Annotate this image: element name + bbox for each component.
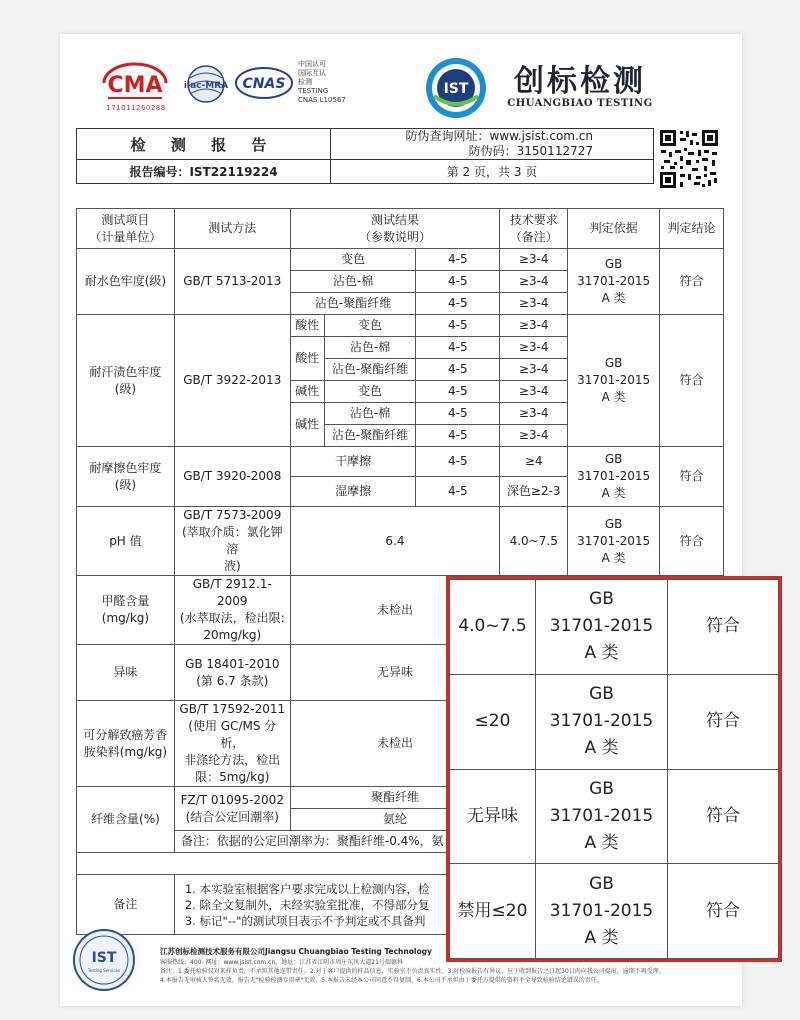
zoom-req-cell: 禁用≤20 xyxy=(450,864,536,959)
zoom-req-cell: 4.0~7.5 xyxy=(450,580,536,675)
zoom-conclusion-cell: 符合 xyxy=(668,769,779,864)
param-cell: 沾色-棉 xyxy=(290,271,416,293)
footer-note-line: 4.本报告无审核人签名无效，报告无"检验检测专用章"无效。5.本报告未经本公司同意不得复制。6.本公司不承担由于委托方提供的资料不全导致检验结论错误的责任。 xyxy=(160,977,603,984)
zoom-row xyxy=(450,580,779,675)
zoom-conclusion-cell: 符合 xyxy=(668,864,779,959)
conclusion-cell: 符合 xyxy=(660,507,724,576)
value-cell: 4-5 xyxy=(416,359,500,381)
value-cell: 4-5 xyxy=(416,337,500,359)
value-cell: 4-5 xyxy=(416,425,500,447)
ilac-mra-logo xyxy=(180,64,232,104)
footer-company: 江苏创标检测技术服务有限公司Jiangsu Chuangbiao Testing Technology xyxy=(160,947,432,956)
value-cell: 4-5 xyxy=(416,293,500,315)
param-cell: 变色 xyxy=(290,249,416,271)
cma-number: 171011260288 xyxy=(106,104,166,112)
basis-cell: GB 31701-2015 A 类 xyxy=(568,447,660,507)
fiber-name-cell: 聚酯纤维 xyxy=(290,787,500,809)
report-number: 报告编号：IST22119224 xyxy=(77,160,331,184)
param-cell: 沾色-棉 xyxy=(324,337,416,359)
param-cell: 干摩擦 xyxy=(290,447,416,477)
fiber-name-cell: 氨纶 xyxy=(290,809,500,831)
qr-code-icon[interactable] xyxy=(658,128,720,190)
zoom-conclusion-cell: 符合 xyxy=(668,580,779,675)
param-cell: 变色 xyxy=(324,315,416,337)
stamp-subtext: Testing Services xyxy=(87,968,121,973)
anti-fake-code: 防伪码：3150112727 xyxy=(468,144,593,158)
method-ph: GB/T 7573-2009 (萃取介质：氯化钾溶 液) xyxy=(174,507,290,576)
value-cell: 4-5 xyxy=(416,447,500,477)
method-rub-fastness: GB/T 3920-2008 xyxy=(174,447,290,507)
cnas-note-line: 中国认可 xyxy=(298,60,326,68)
header-item: 测试项目 （计量单位） xyxy=(77,209,175,249)
method-sweat-fastness: GB/T 3922-2013 xyxy=(174,315,290,447)
remarks-line: 2. 除全文复制外，未经实验室批准，不得部分复 xyxy=(184,897,430,912)
value-cell: 4-5 xyxy=(416,403,500,425)
brand-name-cn: 创标检测 xyxy=(514,64,646,99)
zoom-basis-cell: GB 31701-2015 A 类 xyxy=(536,769,668,864)
zoom-callout xyxy=(446,576,782,962)
cnas-logo-text: CNAS xyxy=(242,76,286,92)
param-cell: 沾色-聚酯纤维 xyxy=(324,359,416,381)
param-cell: 沾色-聚酯纤维 xyxy=(324,425,416,447)
method-water-fastness: GB/T 5713-2013 xyxy=(174,249,290,315)
footer-notes xyxy=(160,967,740,985)
item-odor: 异味 xyxy=(77,645,175,701)
item-ph: pH 值 xyxy=(77,507,175,576)
cma-logo-text: CMA xyxy=(107,73,163,98)
alkali-label: 碱性 xyxy=(290,403,324,447)
table-row xyxy=(77,315,724,337)
method-azo-dyes: GB/T 17592-2011 (使用 GC/MS 分析， 非涤纶方法，检出 限：5mg/kg) xyxy=(174,701,290,787)
method-fiber-content: FZ/T 01095-2002 (结合公定回潮率) xyxy=(174,787,290,831)
header-basis: 判定依据 xyxy=(568,209,660,249)
zoom-basis-cell: GB 31701-2015 A 类 xyxy=(536,864,668,959)
table-header-row xyxy=(77,209,724,249)
zoom-req-cell: 无异味 xyxy=(450,769,536,864)
req-cell: ≥3-4 xyxy=(500,403,568,425)
value-cell: 4-5 xyxy=(416,249,500,271)
req-cell: ≥3-4 xyxy=(500,359,568,381)
req-cell: ≥3-4 xyxy=(500,425,568,447)
zoom-basis-cell: GB 31701-2015 A 类 xyxy=(536,580,668,675)
ilac-mra-text: ilac-MRA xyxy=(183,81,229,91)
cma-logo xyxy=(100,62,170,104)
header-conclusion: 判定结论 xyxy=(660,209,724,249)
value-cell: 4-5 xyxy=(416,315,500,337)
zoom-row xyxy=(450,769,779,864)
value-cell: 4-5 xyxy=(416,381,500,403)
footer-address: 客服热线：400- 网址：www.jsist.com.cn，地址：江苏省江阴市周庄东风大道21号瑞德科 xyxy=(160,959,403,966)
ist-logo-text: IST xyxy=(443,81,469,97)
basis-cell: GB 31701-2015 A 类 xyxy=(568,315,660,447)
value-cell: 4-5 xyxy=(416,477,500,507)
header-method: 测试方法 xyxy=(174,209,290,249)
table-row xyxy=(77,507,724,576)
zoom-basis-cell: GB 31701-2015 A 类 xyxy=(536,674,668,769)
item-azo-dyes: 可分解致癌芳香 胺染料(mg/kg) xyxy=(77,701,175,787)
method-odor: GB 18401-2010 (第 6.7 条款) xyxy=(174,645,290,701)
footer-note-line: 备注：1.委托检验仅对来样负责，不承担其他连带责任。2.对于客户提供的样品信息，实验室不负责真实性。3.对检验报告有异议，应于收到报告之日起30日内向我公司提出，逾期不再受理。 xyxy=(160,968,665,975)
cnas-accreditation-note xyxy=(298,60,368,105)
fiber-note: 备注：依据的公定回潮率为：聚酯纤维-0.4%，氨 xyxy=(174,831,723,853)
report-info-table xyxy=(76,128,654,184)
header-requirement: 技术要求 （备注） xyxy=(500,209,568,249)
req-cell: 4.0~7.5 xyxy=(500,507,568,576)
param-cell: 沾色-棉 xyxy=(324,403,416,425)
zoom-row xyxy=(450,864,779,959)
item-water-fastness: 耐水色牢度(级) xyxy=(77,249,175,315)
item-sweat-fastness: 耐汗渍色牢度 (级) xyxy=(77,315,175,447)
item-formaldehyde: 甲醛含量 (mg/kg) xyxy=(77,576,175,645)
zoom-req-cell: ≤20 xyxy=(450,674,536,769)
req-cell: ≥3-4 xyxy=(500,249,568,271)
value-cell: 无异味 xyxy=(290,645,500,701)
req-cell: ≥3-4 xyxy=(500,293,568,315)
cnas-note-line: 国际互认 xyxy=(298,69,326,77)
zoom-conclusion-cell: 符合 xyxy=(668,674,779,769)
table-row xyxy=(77,249,724,271)
ist-logo xyxy=(424,56,488,120)
basis-cell: GB 31701-2015 A 类 xyxy=(568,507,660,576)
report-title: 检 测 报 告 xyxy=(77,129,331,160)
cnas-logo xyxy=(234,66,294,100)
cnas-note-line: 检测 xyxy=(298,78,312,86)
remarks-label: 备注 xyxy=(77,875,175,935)
req-cell: ≥3-4 xyxy=(500,315,568,337)
value-cell: 未检出 xyxy=(290,576,500,645)
req-cell: ≥4 xyxy=(500,447,568,477)
value-cell: 4-5 xyxy=(416,271,500,293)
remarks-line: 1. 本实验室根据客户要求完成以上检测内容，检 xyxy=(184,881,430,896)
param-cell: 沾色-聚酯纤维 xyxy=(290,293,416,315)
table-row xyxy=(77,447,724,477)
param-cell: 变色 xyxy=(324,381,416,403)
conclusion-cell: 符合 xyxy=(660,447,724,507)
req-cell: ≥3-4 xyxy=(500,271,568,293)
conclusion-cell: 符合 xyxy=(660,249,724,315)
param-cell: 湿摩擦 xyxy=(290,477,416,507)
acid-label: 酸性 xyxy=(290,315,324,337)
zoom-table xyxy=(449,579,779,959)
req-cell: ≥3-4 xyxy=(500,337,568,359)
page-indicator: 第 2 页，共 3 页 xyxy=(331,160,654,184)
anti-fake-info xyxy=(331,129,654,160)
item-rub-fastness: 耐摩擦色牢度 (级) xyxy=(77,447,175,507)
brand-name-en: CHUANGBIAO TESTING xyxy=(507,98,653,109)
verify-url[interactable]: 防伪查询网址：www.jsist.com.cn xyxy=(405,129,593,143)
conclusion-cell: 符合 xyxy=(660,315,724,447)
req-cell: ≥3-4 xyxy=(500,381,568,403)
zoom-row xyxy=(450,674,779,769)
acid-label: 酸性 xyxy=(290,337,324,381)
basis-cell: GB 31701-2015 A 类 xyxy=(568,249,660,315)
header-result: 测试结果 （参数说明） xyxy=(290,209,500,249)
req-cell: 深色≥2-3 xyxy=(500,477,568,507)
alkali-label: 碱性 xyxy=(290,381,324,403)
method-formaldehyde: GB/T 2912.1-2009 (水萃取法，检出限: 20mg/kg) xyxy=(174,576,290,645)
stamp-text: IST xyxy=(91,950,117,966)
remarks-line: 3. 标记"--"的测试项目表示不予判定或不具备判 xyxy=(184,913,426,928)
item-fiber-content: 纤维含量(%) xyxy=(77,787,175,853)
value-cell: 6.4 xyxy=(290,507,500,576)
cnas-note-line: CNAS L10567 xyxy=(298,96,346,104)
value-cell: 未检出 xyxy=(290,701,500,787)
ist-stamp-icon xyxy=(72,928,136,992)
cnas-note-line: TESTING xyxy=(298,87,329,95)
